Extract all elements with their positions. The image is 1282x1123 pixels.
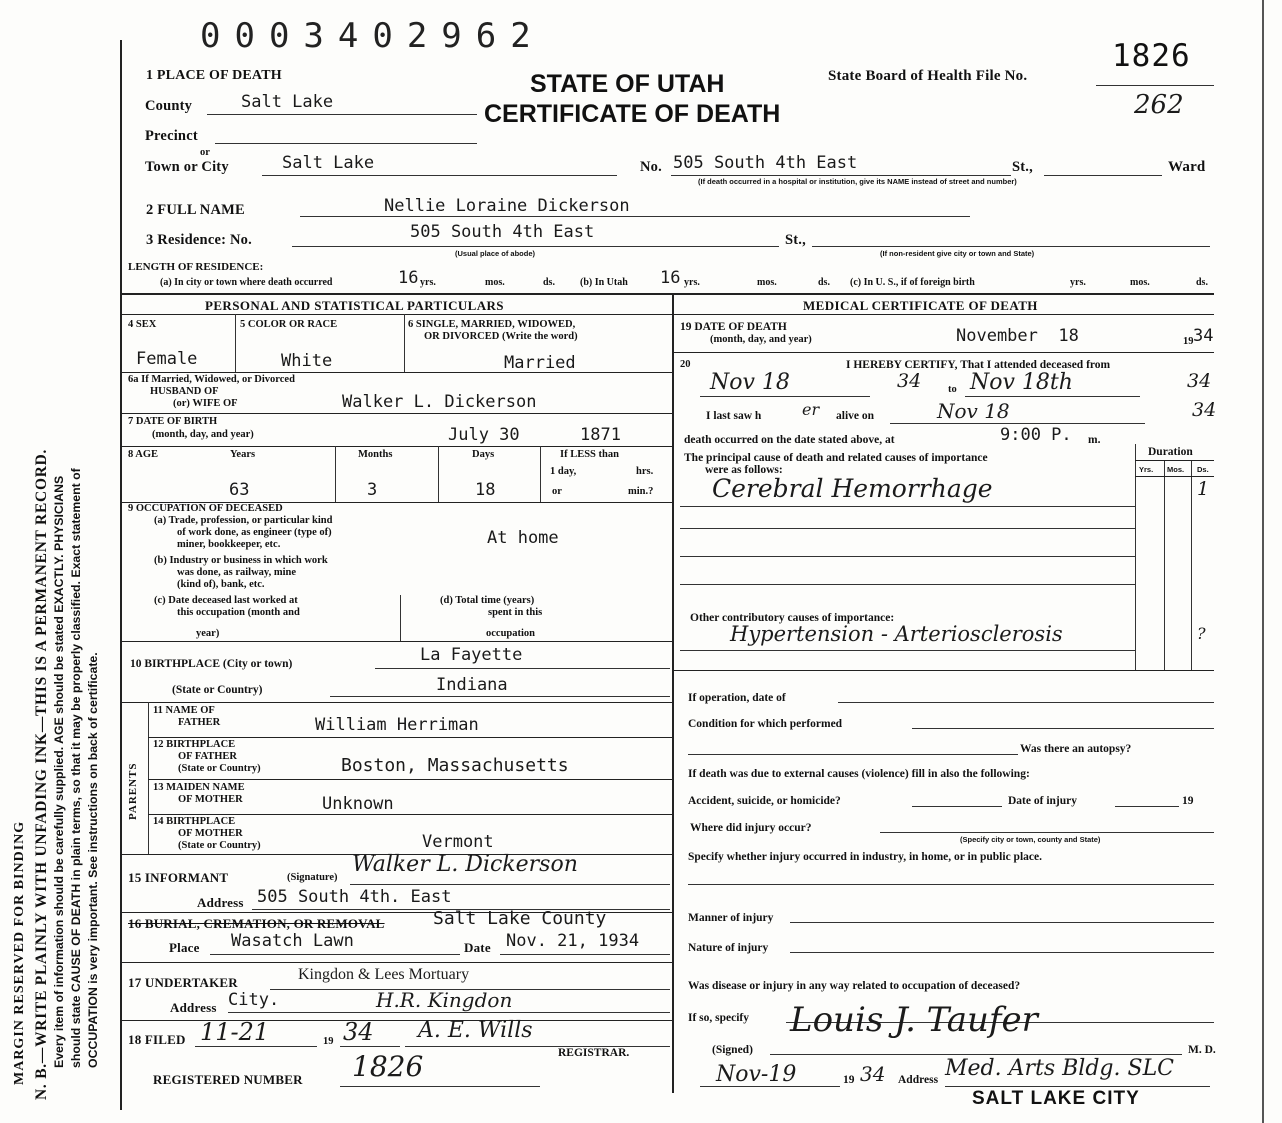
specify-injury-label: Specify whether injury occurred in industry, in home, or in public place. [688,851,1042,863]
other-duration: ? [1197,624,1206,643]
occ-c-1: (c) Date deceased last worked at [154,595,298,606]
registered-number-label: REGISTERED NUMBER [153,1072,303,1087]
city-label: Town or City [145,159,229,175]
occ-d-2: spent in this [488,607,543,618]
duration-yrs: Yrs. [1139,465,1154,474]
burial-date: Nov. 21, 1934 [506,931,640,951]
spouse-label-2: HUSBAND OF [150,386,219,397]
occ-a-3: miner, bookkeeper, etc. [177,539,281,550]
months-label: Months [358,449,393,460]
alive-on-label: alive on [836,410,875,422]
sign-year-prefix: 19 [843,1074,855,1086]
registered-number: 1826 [352,1050,424,1083]
dob-label-2: (month, day, and year) [152,429,254,440]
min-label: min.? [628,486,654,497]
center-divider [672,293,674,1093]
if-less-label: If LESS than [560,449,619,460]
condition-label: Condition for which performed [688,718,843,730]
burial-date-label: Date [464,940,491,955]
disease-related-label: Was disease or injury in any way related to occupation of deceased? [688,980,1021,992]
mother-birth-label-2: OF MOTHER [178,828,243,839]
duration-label: Duration [1148,446,1193,458]
cause-of-death: Cerebral Hemorrhage [712,474,993,503]
other-causes-label: Other contributory causes of importance: [690,612,895,624]
residence-b-label: (b) In Utah [580,277,628,288]
birthplace-state: Indiana [436,675,508,695]
days-label: Days [472,449,495,460]
length-residence-label: LENGTH OF RESIDENCE: [128,261,264,273]
spouse-label-3: (or) WIFE OF [173,398,238,409]
attended-from: Nov 18 [710,370,790,395]
informant-address-label: Address [197,895,244,910]
burial-place: Wasatch Lawn [231,931,354,951]
time-of-death: 9:00 P. [1000,425,1072,445]
injury-year: 19 [1182,795,1194,807]
dod-year-prefix: 19 [1183,336,1194,347]
margin-instructions [0,0,110,1123]
sex-value: Female [136,349,198,369]
certify-label: I HEREBY CERTIFY, That I attended deceased from [846,359,1111,371]
residence-a-years: 16 [398,268,419,288]
other-causes: Hypertension - Arteriosclerosis [730,622,1063,646]
last-saw-label: I last saw h [706,410,762,422]
residence-a-mos: mos. [485,277,505,288]
city-value: Salt Lake [282,153,375,173]
age-years: 63 [229,480,250,500]
years-label: Years [230,449,256,460]
margin-nb-text: N. B.—WRITE PLAINLY WITH UNFADING INK—THIS IS A PERMANENT RECORD. [33,448,50,1100]
st-label: St., [1012,159,1033,175]
dob-value: July 30 [448,425,520,445]
personal-header: PERSONAL AND STATISTICAL PARTICULARS [205,298,504,313]
city-stamp: SALT LAKE CITY [972,1088,1140,1109]
file-number-label: State Board of Health File No. [828,68,1028,84]
occ-a-1: (a) Trade, profession, or particular kind [154,515,333,526]
state-title: STATE OF UTAH [530,70,725,98]
dod-label-1: 19 DATE OF DEATH [680,321,787,333]
margin-binding-text: MARGIN RESERVED FOR BINDING [12,820,27,1085]
marital-label-1: 6 SINGLE, MARRIED, WIDOWED, [408,319,576,330]
occ-b-2: was done, as railway, mine [177,567,297,578]
undertaker-address: City. [228,990,280,1010]
cause-label-2: were as follows: [705,464,783,476]
non-resident-note: (If non-resident give city or town and State) [880,249,1035,258]
attended-from-year: 34 [897,370,922,392]
file-number: 1826 [1112,38,1191,74]
residence-b-years: 16 [660,268,681,288]
last-saw-date: Nov 18 [937,399,1010,423]
sign-date: Nov-19 [716,1062,797,1087]
physician-address-label: Address [898,1074,939,1086]
last-saw-year: 34 [1192,399,1217,421]
residence-c-ds: ds. [1196,277,1208,288]
cause-label-1: The principal cause of death and related causes of importance [684,452,988,464]
dob-year: 1871 [580,425,621,445]
registrar-signature: A. E. Wills [418,1018,533,1043]
death-occurred-label: death occurred on the date stated above, at [684,434,895,446]
age-months: 3 [367,480,378,500]
external-causes-label: If death was due to external causes (violence) fill in also the following: [688,768,1030,780]
or-min-label: or [552,486,562,497]
father-birth-label-3: (State or Country) [178,763,261,774]
county-label: County [145,98,193,114]
marital-label-2: OR DIVORCED (Write the word) [424,331,578,342]
occ-c-2: this occupation (month and [177,607,300,618]
informant-label: 15 INFORMANT [128,870,229,885]
street-no-label: No. [640,159,662,175]
injury-date-label: Date of injury [1008,795,1077,807]
duration-mos: Mos. [1167,465,1185,474]
occupation-value: At home [487,528,559,548]
age-days: 18 [475,480,496,500]
margin-instruction-2: should state CAUSE OF DEATH in plain terms, so that it may be properly classified. Exact statement of [69,468,83,1068]
dod-year: 34 [1193,326,1214,346]
section-top-rule [122,293,1214,295]
margin-instruction-1: Every item of information should be carefully supplied. AGE should be stated EXACTLY. PHYSICIANS [52,475,66,1068]
marital-value: Married [504,353,576,373]
accident-label: Accident, suicide, or homicide? [688,795,841,807]
occ-c-3: year) [196,628,220,639]
file-number-sub: 262 [1134,90,1184,120]
usual-abode-note: (Usual place of abode) [455,249,536,258]
occ-d-3: occupation [486,628,536,639]
father-label-1: 11 NAME OF [153,705,215,716]
occ-b-1: (b) Industry or business in which work [154,555,328,566]
sex-label: 4 SEX [128,319,157,330]
full-name-label: 2 FULL NAME [146,202,245,218]
dod-label-2: (month, day, and year) [710,334,812,345]
residence-c-label: (c) In U. S., if of foreign birth [850,277,975,288]
hospital-note: (If death occurred in a hospital or institution, give its NAME instead of street and number) [698,177,1017,186]
father-birth-label-1: 12 BIRTHPLACE [153,739,236,750]
birthplace-city: La Fayette [420,645,523,665]
to-label: to [948,384,957,395]
residence-b-yrs: yrs. [684,277,700,288]
occ-b-3: (kind of), bank, etc. [177,579,265,590]
serial-number: 0003402962 [200,16,545,56]
age-label: 8 AGE [128,449,159,460]
color-value: White [281,351,333,371]
father-value: William Herriman [315,715,479,735]
residence-a-yrs: yrs. [420,277,436,288]
residence-a-label: (a) In city or town where death occurred [160,277,333,288]
mother-label-1: 13 MAIDEN NAME [153,782,245,793]
spouse-value: Walker L. Dickerson [342,392,537,412]
signed-label: (Signed) [712,1044,753,1056]
last-saw-pronoun: er [802,400,820,419]
mother-birth-value: Vermont [422,832,494,852]
dod-value: November 18 [956,326,1079,346]
filed-date: 11-21 [200,1018,270,1046]
informant-signature-label: (Signature) [287,872,338,883]
if-so-label: If so, specify [688,1012,750,1024]
attended-to: Nov 18th [970,370,1073,395]
precinct-label: Precinct [145,128,198,144]
where-injury-note: (Specify city or town, county and State) [960,835,1101,844]
burial-place-label: Place [169,940,200,955]
filed-label: 18 FILED [128,1032,186,1047]
manner-label: Manner of injury [688,912,774,924]
mother-value: Unknown [322,794,394,814]
nature-label: Nature of injury [688,942,769,954]
informant-address: 505 South 4th. East [257,887,452,907]
mother-birth-label-3: (State or Country) [178,840,261,851]
residence-c-mos: mos. [1130,277,1150,288]
md-label: M. D. [1188,1044,1216,1056]
father-birth-value: Boston, Massachusetts [341,755,569,776]
where-injury-label: Where did injury occur? [690,822,812,834]
margin-instruction-3: OCCUPATION is very important. See instructions on back of certificate. [86,652,100,1068]
autopsy-label: Was there an autopsy? [1020,743,1132,755]
duration-ds: Ds. [1197,465,1209,474]
physician-address: Med. Arts Bldg. SLC [945,1056,1175,1081]
residence-b-ds: ds. [818,277,830,288]
father-birth-label-2: OF FATHER [178,751,238,762]
undertaker-label: 17 UNDERTAKER [128,975,238,990]
residence-c-yrs: yrs. [1070,277,1086,288]
operation-label: If operation, date of [688,692,786,704]
margin-border [120,40,122,1110]
street-value: 505 South 4th East [673,153,858,173]
filed-year-prefix: 19 [323,1036,334,1047]
or-label: or [200,147,210,158]
physician-signature: Louis J. Taufer [790,1000,1038,1040]
birthplace-label: 10 BIRTHPLACE (City or town) [130,658,293,670]
parents-label: PARENTS [127,762,139,820]
filed-year: 34 [343,1018,374,1046]
residence-st-label: St., [785,232,806,248]
residence-label: 3 Residence: No. [146,232,252,248]
mother-label-2: OF MOTHER [178,794,243,805]
residence-b-mos: mos. [757,277,777,288]
mother-birth-label-1: 14 BIRTHPLACE [153,816,236,827]
certificate-title: CERTIFICATE OF DEATH [484,100,781,128]
sign-year: 34 [860,1062,886,1086]
birthplace-state-label: (State or Country) [172,684,263,696]
occ-a-2: of work done, as engineer (type of) [177,527,332,538]
dob-label-1: 7 DATE OF BIRTH [128,416,218,427]
attended-to-year: 34 [1187,370,1212,392]
m-label: m. [1088,434,1101,446]
color-label: 5 COLOR OR RACE [240,319,338,330]
occupation-label: 9 OCCUPATION OF DECEASED [128,503,283,514]
burial-location: Salt Lake County [433,908,607,929]
residence-value: 505 South 4th East [410,222,595,242]
right-border [1262,0,1264,1123]
medical-header: MEDICAL CERTIFICATE OF DEATH [803,298,1038,313]
full-name-value: Nellie Loraine Dickerson [384,196,630,216]
cause-duration-days: 1 [1197,478,1210,500]
spouse-label-1: 6a If Married, Widowed, or Divorced [128,374,295,385]
one-day-label: 1 day, [550,466,577,477]
occ-d-1: (d) Total time (years) [440,595,535,606]
ward-label: Ward [1168,159,1206,175]
residence-a-ds: ds. [543,277,555,288]
registrar-label: REGISTRAR. [558,1047,630,1059]
undertaker-address-label: Address [170,1000,217,1015]
father-label-2: FATHER [178,717,221,728]
certify-number: 20 [680,359,691,370]
informant-signature: Walker L. Dickerson [352,852,578,877]
hrs-label: hrs. [636,466,654,477]
place-of-death-label: 1 PLACE OF DEATH [146,68,282,83]
undertaker-value: Kingdon & Lees Mortuary [298,966,470,983]
undertaker-signature: H.R. Kingdon [376,988,513,1012]
county-value: Salt Lake [241,92,334,112]
burial-label: 16 BURIAL, CREMATION, OR REMOVAL [128,916,385,931]
